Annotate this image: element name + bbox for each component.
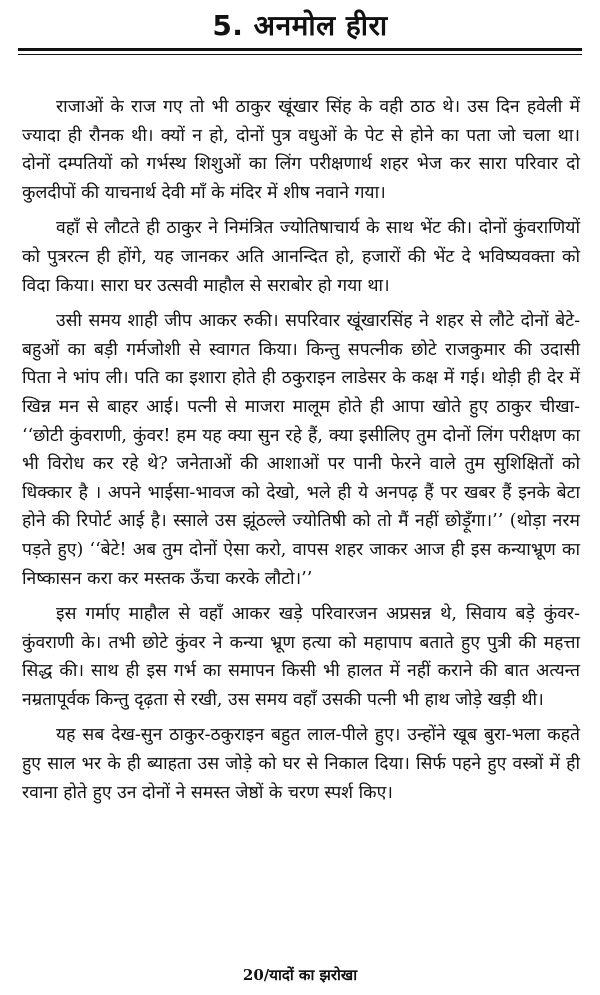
paragraph-1: राजाओं के राज गए तो भी ठाकुर खूंखार सिंह के वही ठाठ थे। उस दिन हवेली में ज्यादा ही रौनक थी। क्यों न हो, दोनों पुत्र वधुओं के पेट से होने का पता जो चला था। दोनों दम्पतियों को गर्भस्थ शिशुओं का लिंग परीक्षणार्थ शहर भेज कर सारा परिवार दो कुलदीपों की याचनार्थ देवी माँ के मंदिर में शीष नवाने गया। — [22, 97, 580, 203]
paragraph-4: इस गर्माए माहौल से वहाँ आकर खड़े परिवारजन अप्रसन्न थे, सिवाय बड़े कुंवर-कुंवराणी के। तभी छोटे कुंवर ने कन्या भ्रूण हत्या को महापाप बताते हुए पुत्री की महत्ता सिद्ध की। साथ ही इस गर्भ का समापन किसी भी हालत में नहीं कराने की बात अत्यन्त नम्रतापूर्वक किन्तु दृढ़ता से रखी, उस समय वहाँ उसकी पत्नी भी हाथ जोड़े खड़ी थी। — [22, 604, 580, 710]
paragraph-5: यह सब देख-सुन ठाकुर-ठकुराइन बहुत लाल-पीले हुए। उन्होंने खूब बुरा-भला कहते हुए साल भर के ही ब्याहता उस जोड़े को घर से निकाल दिया। सिर्फ पहने हुए वस्त्रों में ही रवाना होते हुए उन दोनों ने समस्त जेष्ठों के चरण स्पर्श किए। — [22, 725, 580, 803]
chapter-title: 5. अनमोल हीरा — [212, 9, 388, 42]
title-rule-thin — [18, 54, 582, 55]
paragraph-2: वहाँ से लौटते ही ठाकुर ने निमंत्रित ज्योतिषाचार्य के साथ भेंट की। दोनों कुंवराणियों को पुत्ररत्न ही होंगे, यह जानकर अति आनन्दित हो, हजारों की भेंट दे भविष्यवक्ता को विदा किया। सारा घर उत्सवी माहौल से सराबोर हो गया था। — [22, 218, 580, 296]
page-footer: 20/यादों का झरोखा — [242, 966, 358, 984]
story-body — [22, 93, 580, 814]
title-rule-thick — [18, 48, 582, 51]
paragraph-3: उसी समय शाही जीप आकर रुकी। सपरिवार खूंखारसिंह ने शहर से लौटे दोनों बेटे-बहुओं का बड़ी गर्मजोशी से स्वागत किया। किन्तु सपत्नीक छोटे राजकुमार की उदासी पिता ने भांप ली। पति का इशारा होते ही ठकुराइन लाडेसर के कक्ष में गई। थोड़ी ही देर में खिन्न मन से बाहर आई। पत्नी से माजरा मालूम होते ही आपा खोते हुए ठाकुर चीखा- ‘‘छोटी कुंवराणी, कुंवर! हम यह क्या सुन रहे हैं, क्या इसीलिए तुम दोनों लिंग परीक्षण का भी विरोध कर रहे थे? जनेताओं की आशाओं पर पानी फेरने वाले तुम सुशिक्षितों को धिक्कार है । अपने भाईसा-भावज को देखो, भले ही ये अनपढ़ हैं पर खबर हैं इनके बेटा होने की रिपोर्ट आई है। स्साले उस झूंठल्ले ज्योतिषी को तो मैं नहीं छोड़ूँगा।’’ (थोड़ा नरम पड़ते हुए) ‘‘बेटे! अब तुम दोनों ऐसा करो, वापस शहर जाकर आज ही इस कन्याभ्रूण का निष्कासन करा कर मस्तक ऊँचा करके लौटो।’’ — [22, 311, 580, 589]
chapter-header — [18, 6, 582, 55]
